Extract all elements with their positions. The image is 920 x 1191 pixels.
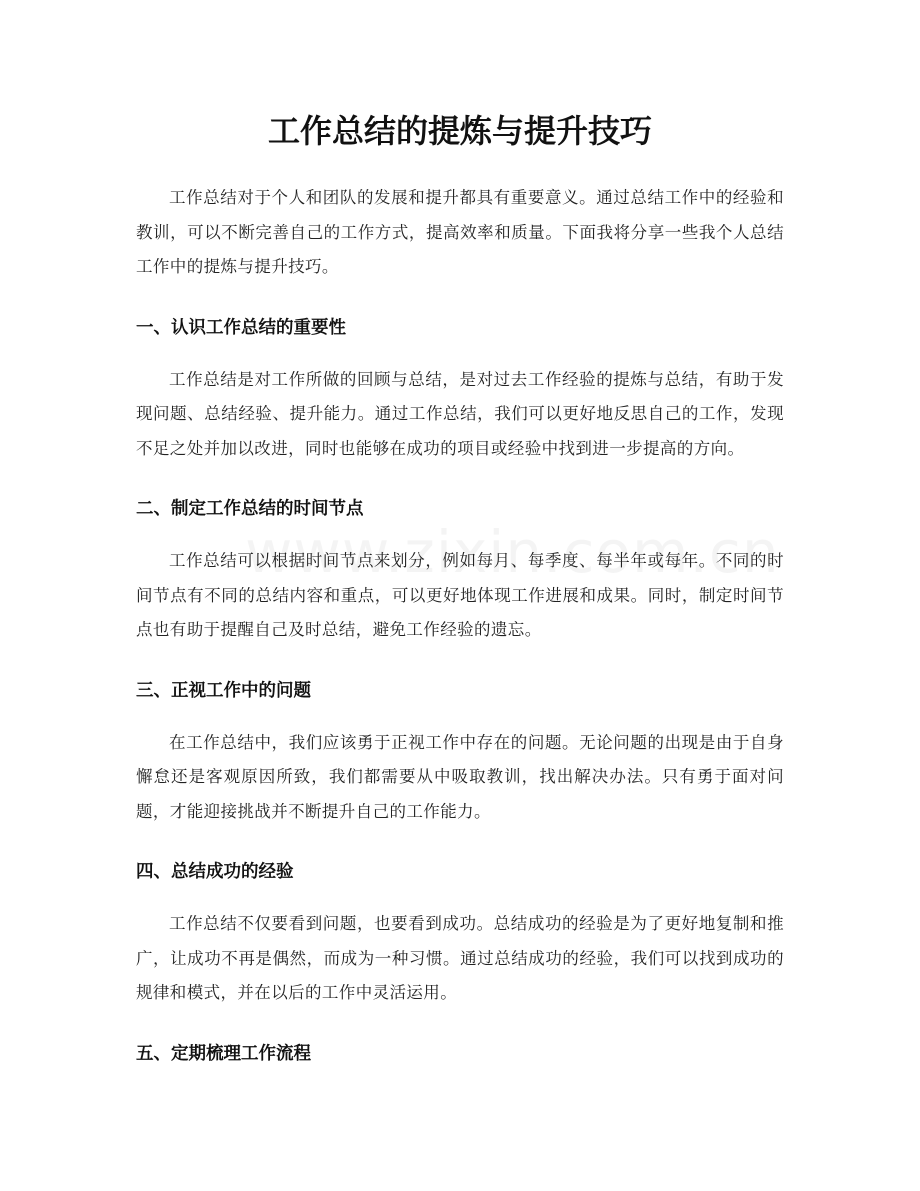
section-heading-1: 一、认识工作总结的重要性 [136, 317, 346, 338]
section-heading-4: 四、总结成功的经验 [136, 862, 294, 882]
section-heading-2: 二、制定工作总结的时间节点 [136, 499, 364, 519]
section-paragraph-1: 工作总结是对工作所做的回顾与总结，是对过去工作经验的提炼与总结，有助于发现问题、总结经验、提升能力。通过工作总结，我们可以更好地反思自己的工作，发现不足之处并加以改进，同时也能够在成功的项目或经验中找到进一步提高的方向。 [136, 369, 784, 458]
section-heading-3: 三、正视工作中的问题 [136, 680, 311, 701]
section-paragraph-4: 工作总结不仅要看到问题，也要看到成功。总结成功的经验是为了更好地复制和推广，让成功不再是偶然，而成为一种习惯。通过总结成功的经验，我们可以找到成功的规律和模式，并在以后的工作中灵活运用。 [136, 914, 784, 1002]
section-heading-5: 五、定期梳理工作流程 [136, 1043, 311, 1064]
section-paragraph-3: 在工作总结中，我们应该勇于正视工作中存在的问题。无论问题的出现是由于自身懈怠还是客观原因所致，我们都需要从中吸取教训，找出解决办法。只有勇于面对问题，才能迎接挑战并不断提升自己的工作能力。 [136, 732, 784, 821]
intro-paragraph: 工作总结对于个人和团队的发展和提升都具有重要意义。通过总结工作中的经验和教训，可以不断完善自己的工作方式，提高效率和质量。下面我将分享一些我个人总结工作中的提炼与提升技巧。 [136, 188, 784, 276]
document-title: 工作总结的提炼与提升技巧 [267, 112, 652, 150]
section-paragraph-2: 工作总结可以根据时间节点来划分，例如每月、每季度、每半年或每年。不同的时间节点有不同的总结内容和重点，可以更好地体现工作进展和成果。同时，制定时间节点也有助于提醒自己及时总结，避免工作经验的遗忘。 [136, 551, 784, 639]
document-body [136, 181, 784, 1067]
